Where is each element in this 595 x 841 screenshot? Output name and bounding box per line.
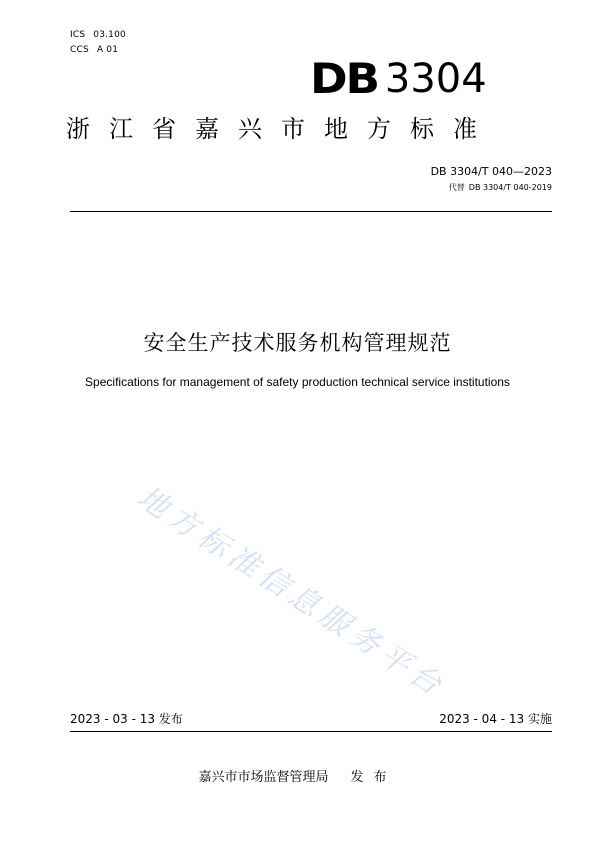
db-region-code: 3304 [384,56,487,102]
issuer-line [0,770,595,786]
db-mark: DB [310,54,378,103]
ics-code: 03.100 [93,30,126,40]
implementation-date: 2023 - 04 - 13 实施 [439,712,552,726]
replaces-line [449,183,552,193]
document-title-en: Specifications for management of safety production technical service institutions [85,375,510,389]
standard-type-title: 浙江省嘉兴市地方标准 [66,115,496,143]
ics-label: ICS [70,30,86,40]
watermark-text: 地方标准信息服务平台 [130,480,452,706]
ics-classification [70,30,126,41]
replaces-label: 代替 [448,183,465,192]
header-divider [70,211,552,212]
standard-number: DB 3304/T 040—2023 [430,165,552,178]
footer-divider [70,731,552,732]
ccs-classification [70,45,118,56]
ccs-label: CCS [70,45,89,55]
db-logo [310,56,515,102]
issuer-name: 嘉兴市市场监督管理局 [198,770,329,785]
issue-date: 2023 - 03 - 13 发布 [70,712,183,726]
ccs-code: A 01 [96,45,119,55]
issuer-verb: 发布 [350,770,397,785]
document-title-cn: 安全生产技术服务机构管理规范 [143,331,452,355]
replaces-code: DB 3304/T 040-2019 [468,183,552,192]
